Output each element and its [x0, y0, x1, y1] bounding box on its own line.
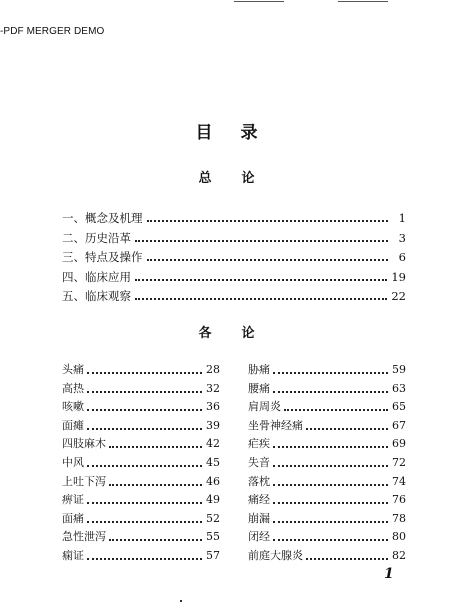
toc-entry-page: 22 [391, 289, 406, 303]
dot-leader [273, 484, 388, 486]
dot-leader [273, 391, 388, 393]
toc-entry-label: 疟疾 [248, 437, 270, 451]
toc-entry[interactable] [62, 210, 406, 226]
page-title: 目录 [195, 123, 286, 143]
toc-entry[interactable] [62, 529, 220, 545]
toc-entry-label: 三、特点及操作 [62, 250, 143, 264]
toc-entry-label: 头痛 [62, 363, 84, 376]
toc-entry-label: 肩周炎 [248, 400, 281, 414]
toc-entry-page: 57 [206, 549, 220, 562]
toc-entry[interactable] [248, 548, 406, 564]
toc-entry-label: 胁痛 [248, 363, 270, 376]
toc-entry[interactable] [62, 455, 220, 471]
dot-leader [273, 502, 388, 504]
dot-leader [135, 279, 387, 281]
toc-entry-label: 闭经 [248, 530, 270, 544]
toc-entry-page: 19 [391, 269, 406, 284]
toc-entry-page: 74 [392, 474, 406, 488]
toc-entry-page: 80 [392, 530, 406, 544]
general-heading: 总论 [198, 171, 285, 186]
toc-entry[interactable] [62, 474, 220, 490]
toc-entry[interactable] [62, 230, 406, 246]
toc-entry-label: 四肢麻木 [62, 437, 106, 451]
dot-leader [306, 428, 388, 430]
toc-entry-page: 78 [392, 511, 406, 525]
toc-entry-page: 59 [392, 363, 406, 376]
toc-entry-label: 五、临床观察 [62, 289, 131, 303]
toc-entry-label: 二、历史沿革 [62, 230, 131, 245]
toc-entry-label: 痛经 [248, 493, 270, 507]
toc-entry-page: 76 [392, 493, 406, 507]
toc-entry-page: 28 [206, 363, 220, 376]
toc-entry[interactable] [62, 436, 220, 452]
toc-entry-label: 面痛 [62, 511, 84, 525]
toc-entry-page: 52 [206, 511, 220, 525]
toc-entry-page: 69 [392, 437, 406, 451]
toc-entry[interactable] [62, 381, 220, 397]
toc-entry-label: 腰痛 [248, 381, 270, 395]
toc-entry[interactable] [248, 362, 406, 378]
toc-entry[interactable] [248, 381, 406, 397]
toc-entry-page: 72 [392, 456, 406, 469]
dot-leader [109, 539, 202, 541]
dot-leader [273, 521, 388, 523]
toc-entry-label: 前庭大腺炎 [248, 549, 303, 562]
dot-leader [109, 446, 202, 448]
toc-entry-label: 急性泄泻 [62, 530, 106, 544]
toc-entry-page: 45 [206, 456, 220, 469]
toc-entry-page: 63 [392, 381, 406, 395]
toc-entry-page: 49 [206, 493, 220, 507]
toc-entry[interactable] [62, 418, 220, 434]
toc-entry[interactable] [62, 511, 220, 527]
dot-leader [147, 259, 389, 261]
toc-entry-label: 痫证 [62, 549, 84, 562]
toc-entry[interactable] [248, 399, 406, 415]
toc-entry[interactable] [62, 362, 220, 378]
toc-entry-page: 36 [206, 400, 220, 414]
toc-entry-label: 中风 [62, 456, 84, 469]
dot-leader [284, 409, 388, 411]
toc-entry[interactable] [248, 492, 406, 508]
toc-entry[interactable] [248, 474, 406, 490]
toc-entry[interactable] [248, 511, 406, 527]
toc-entry-page: 67 [392, 418, 406, 432]
specific-heading: 各论 [198, 326, 285, 341]
toc-entry[interactable] [62, 548, 220, 564]
dot-leader [87, 502, 202, 504]
page-number: 1 [384, 566, 394, 582]
toc-entry-label: 上吐下泻 [62, 474, 106, 488]
dot-leader [87, 372, 202, 374]
toc-entry-label: 失音 [248, 456, 270, 469]
toc-entry-page: 6 [398, 250, 406, 264]
dot-leader [87, 391, 202, 393]
dot-leader [273, 372, 388, 374]
dot-leader [306, 558, 388, 560]
watermark-text: -PDF MERGER DEMO [0, 26, 105, 37]
toc-entry-page: 3 [398, 230, 406, 245]
toc-entry[interactable] [248, 455, 406, 471]
dot-leader [87, 558, 202, 560]
dot-leader [273, 539, 388, 541]
toc-entry[interactable] [62, 399, 220, 415]
toc-entry[interactable] [62, 492, 220, 508]
toc-entry-label: 痹证 [62, 493, 84, 507]
toc-entry-label: 落枕 [248, 474, 270, 488]
toc-entry-label: 咳嗽 [62, 400, 84, 414]
toc-entry[interactable] [248, 436, 406, 452]
toc-entry-page: 39 [206, 418, 220, 432]
toc-entry[interactable] [248, 418, 406, 434]
toc-entry-page: 32 [206, 381, 220, 395]
dot-leader [273, 465, 388, 467]
dot-leader [87, 428, 202, 430]
toc-entry-label: 高热 [62, 381, 84, 395]
toc-entry-label: 崩漏 [248, 511, 270, 525]
toc-entry[interactable] [62, 288, 406, 304]
dot-leader [147, 220, 389, 222]
dot-leader [87, 465, 202, 467]
toc-entry[interactable] [248, 529, 406, 545]
toc-entry-page: 82 [392, 549, 406, 562]
toc-entry[interactable] [62, 249, 406, 265]
toc-entry-label: 面瘫 [62, 418, 84, 432]
dot-leader [273, 446, 388, 448]
dot-leader [87, 409, 202, 411]
top-rule-right [338, 1, 388, 2]
toc-entry-page: 1 [398, 211, 406, 225]
top-rule-left [234, 1, 284, 2]
dot-leader [109, 484, 202, 486]
toc-entry-page: 42 [206, 437, 220, 451]
toc-entry-page: 65 [392, 400, 406, 414]
scan-speck [180, 600, 182, 602]
toc-entry-page: 55 [206, 530, 220, 544]
dot-leader [87, 521, 202, 523]
toc-entry-label: 一、概念及机理 [62, 211, 143, 225]
dot-leader [135, 298, 387, 300]
toc-entry-page: 46 [206, 474, 220, 488]
toc-entry-label: 坐骨神经痛 [248, 418, 303, 432]
toc-entry[interactable] [62, 269, 406, 285]
dot-leader [135, 240, 388, 242]
toc-entry-label: 四、临床应用 [62, 269, 131, 284]
